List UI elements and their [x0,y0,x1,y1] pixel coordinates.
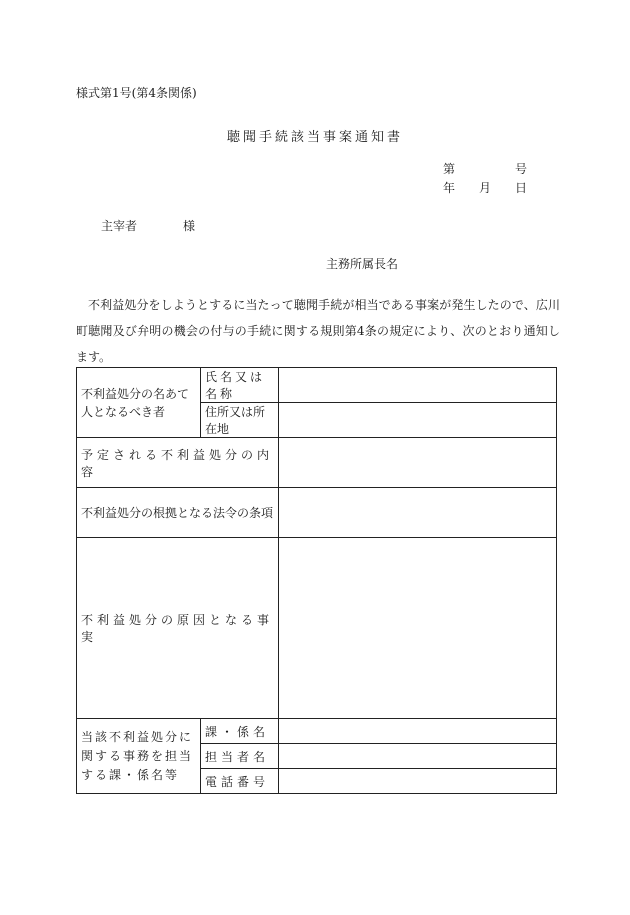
planned-action-field[interactable] [279,438,557,488]
name-field[interactable] [279,368,557,403]
department-group-label: 当該不利益処分に関する事務を担当する課・係名等 [77,719,201,794]
number-prefix: 第 [443,162,456,176]
address-label: 住所又は所在地 [201,403,279,438]
legal-basis-label: 不利益処分の根拠となる法令の条項 [77,488,279,538]
legal-basis-field[interactable] [279,488,557,538]
document-title: 聴聞手続該当事案通知書 [226,130,403,145]
address-field[interactable] [279,403,557,438]
person-field[interactable] [279,744,557,769]
addressee-honorific: 様 [183,219,196,233]
date-year: 年 [443,181,456,195]
section-field[interactable] [279,719,557,744]
body-text: 不利益処分をしようとするに当たって聴聞手続が相当である事案が発生したので、広川町聴聞及び弁明の機会の付与の手続に関する規則第4条の規定により、次のとおり通知します。 [76,298,560,364]
sender-name: 主務所属長名 [326,257,399,271]
notice-table [76,367,557,794]
addressee-name: 主宰者 [101,219,138,233]
phone-label: 電話番号 [201,769,279,794]
cause-label: 不利益処分の原因となる事実 [77,538,279,719]
date-month: 月 [479,181,492,195]
form-number: 様式第1号(第4条関係) [76,86,197,100]
planned-action-label: 予定される不利益処分の内容 [77,438,279,488]
section-label: 課・係名 [201,719,279,744]
date-day: 日 [515,181,528,195]
name-label: 氏名又は名称 [201,368,279,403]
phone-field[interactable] [279,769,557,794]
recipient-label: 不利益処分の名あて人となるべき者 [77,368,201,438]
number-suffix: 号 [515,162,528,176]
cause-field[interactable] [279,538,557,719]
person-label: 担当者名 [201,744,279,769]
